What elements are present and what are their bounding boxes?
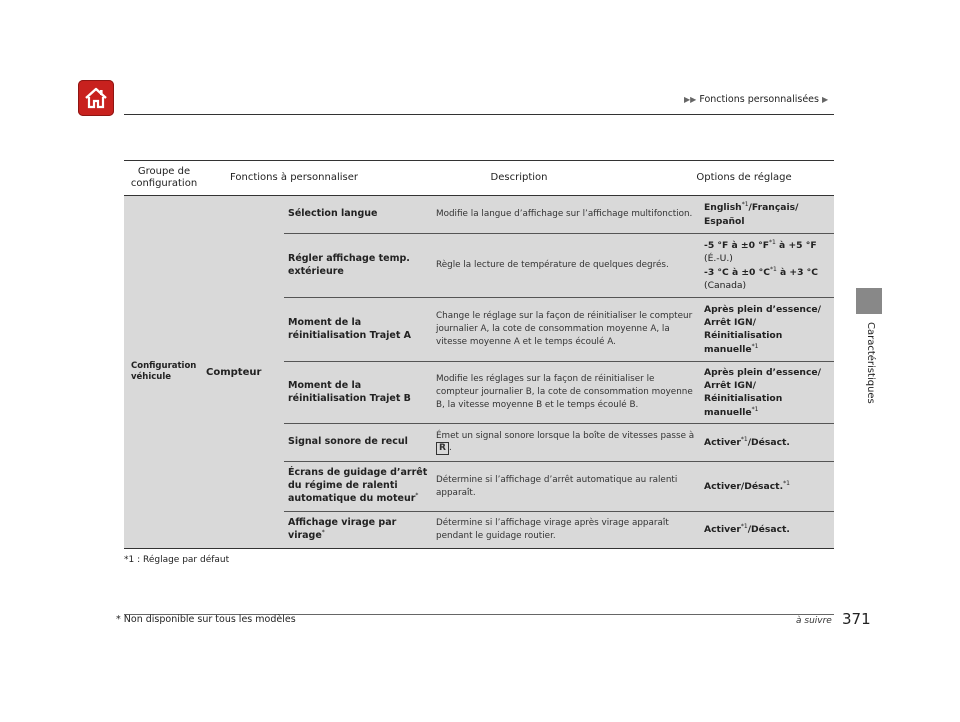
option-text: Après plein d’essence/ <box>704 303 822 315</box>
row-options <box>704 239 834 293</box>
row-desc: Détermine si l’affichage d’arrêt automatique au ralenti apparaît. <box>436 474 678 498</box>
row-name: Sélection langue <box>288 208 378 220</box>
option-text: /Désact. <box>747 524 790 536</box>
name-text: Écrans de guidage d’arrêt du régime de ralenti automatique du moteur <box>288 466 428 505</box>
header-description: Description <box>490 172 548 183</box>
row-name <box>284 467 436 507</box>
row-desc: Change le réglage sur la façon de réinitialiser le compteur journalier A, la cote de consommation moyenne A, la vitesse moyenne A et le temps écoulé A. <box>436 311 693 347</box>
row-desc <box>436 430 704 456</box>
table-row <box>284 298 834 362</box>
home-button[interactable] <box>78 80 114 116</box>
option-text: Español <box>704 215 745 227</box>
table-row <box>284 362 834 424</box>
subgroup-cell: Compteur <box>206 366 262 378</box>
section-label: Caractéristiques <box>865 322 876 404</box>
option-text: Activer/Désact. <box>704 480 784 492</box>
breadcrumb-label: Fonctions personnalisées <box>699 94 819 105</box>
row-options <box>704 303 834 356</box>
row-options <box>704 201 834 228</box>
group-cell: Configuration véhicule <box>131 360 197 382</box>
footnote-mark: *1 <box>741 201 749 209</box>
table-row <box>284 512 834 548</box>
table-header <box>124 160 834 196</box>
option-text: -5 °F à ±0 °F <box>704 239 770 251</box>
section-tab[interactable] <box>856 288 882 314</box>
row-options <box>704 436 834 449</box>
option-text: manuelle <box>704 343 752 355</box>
region-label: (Canada) <box>704 279 747 291</box>
row-options <box>704 480 834 493</box>
option-text: à +3 °C <box>776 266 819 278</box>
table-row <box>284 462 834 512</box>
table-row <box>284 424 834 462</box>
option-text: manuelle <box>704 406 752 418</box>
page-number: 371 <box>842 610 871 628</box>
continue-label: à suivre <box>796 616 832 626</box>
option-text: Arrêt IGN/ <box>704 317 756 329</box>
row-options <box>704 366 834 419</box>
footnote-mark: * <box>321 529 325 537</box>
row-desc: Règle la lecture de température de quelques degrés. <box>436 260 669 271</box>
name-text: Affichage virage par virage <box>288 516 397 542</box>
availability-note: * Non disponible sur tous les modèles <box>116 614 296 625</box>
footnote-mark: * <box>415 492 419 500</box>
option-text: Après plein d’essence/ <box>704 366 822 378</box>
option-text: -3 °C à ±0 °C <box>704 266 770 278</box>
option-text: à +5 °F <box>775 239 817 251</box>
footnote-mark: *1 <box>740 435 748 443</box>
footnote-mark: *1 <box>769 238 776 246</box>
footnote-mark: *1 <box>783 479 790 487</box>
desc-text: . <box>448 443 452 454</box>
option-text: Réinitialisation <box>704 330 783 342</box>
table-rows <box>284 196 834 548</box>
table-row <box>284 196 834 234</box>
default-footnote: *1 : Réglage par défaut <box>124 555 230 565</box>
row-name: Signal sonore de recul <box>288 436 408 448</box>
option-text: Activer <box>704 436 741 448</box>
desc-text: Émet un signal sonore lorsque la boîte de vitesses passe à <box>436 430 695 441</box>
table-row <box>284 234 834 298</box>
option-text: English <box>704 202 742 214</box>
breadcrumb-arrows: ▶▶ <box>684 95 697 104</box>
header-divider <box>124 114 834 115</box>
table-body <box>124 196 834 549</box>
header-functions: Fonctions à personnaliser <box>230 172 358 183</box>
breadcrumb[interactable] <box>684 94 828 105</box>
option-text: /Français/ <box>748 202 799 214</box>
row-name: Régler affichage temp. extérieure <box>288 252 410 277</box>
row-desc: Modifie la langue d’affichage sur l’affichage multifonction. <box>436 209 693 220</box>
footnote-mark: *1 <box>751 342 759 350</box>
row-name <box>284 517 436 544</box>
reverse-gear-icon: R <box>436 442 449 455</box>
footnote-mark: *1 <box>769 265 777 273</box>
row-desc: Détermine si l’affichage virage après virage apparaît pendant le guidage routier. <box>436 518 669 541</box>
header-options: Options de réglage <box>696 172 792 183</box>
breadcrumb-end-arrow: ▶ <box>822 95 829 104</box>
settings-table <box>124 160 834 549</box>
option-text: Réinitialisation <box>704 393 783 405</box>
header-group: Groupe de configuration <box>130 166 198 189</box>
row-name: Moment de la réinitialisation Trajet A <box>288 316 412 341</box>
option-text: Arrêt IGN/ <box>704 380 756 392</box>
row-desc: Modifie les réglages sur la façon de réinitialiser le compteur journalier B, la cote de consommation moyenne B, la vitesse moyenne B et le temps écoulé B. <box>436 374 693 410</box>
home-icon <box>83 86 109 110</box>
footnote-mark: *1 <box>740 523 748 531</box>
footnote-mark: *1 <box>751 405 759 413</box>
region-label: (É.-U.) <box>704 253 733 265</box>
option-text: Activer <box>704 524 741 536</box>
option-text: /Désact. <box>747 436 790 448</box>
row-name: Moment de la réinitialisation Trajet B <box>288 379 411 404</box>
row-options <box>704 523 834 536</box>
